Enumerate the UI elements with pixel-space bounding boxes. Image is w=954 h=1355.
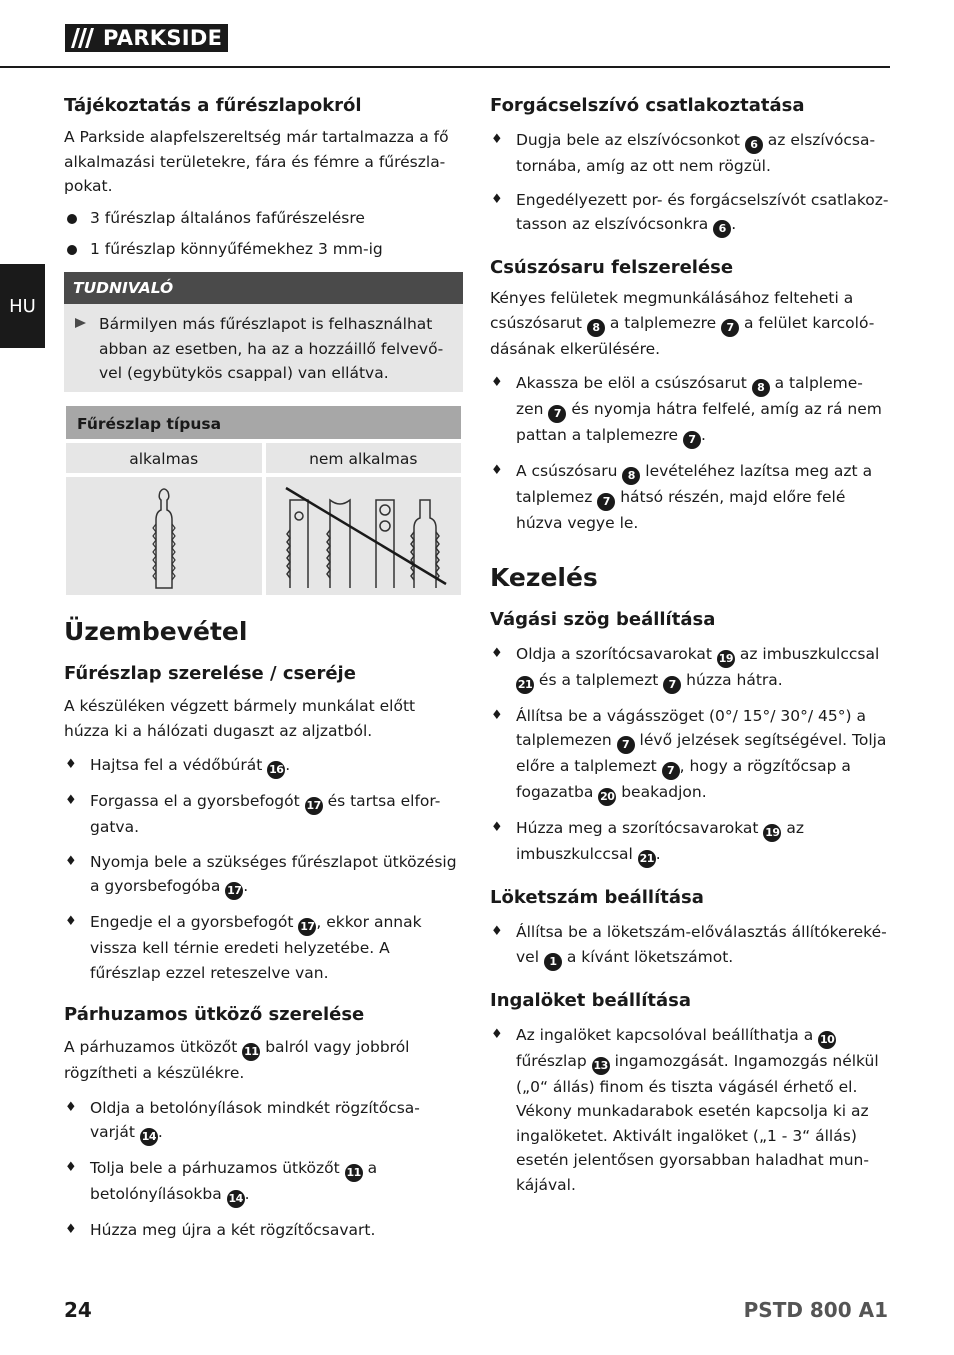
note-box: [64, 272, 463, 392]
callout-number: 7: [548, 405, 566, 423]
callout-number: 11: [242, 1043, 260, 1061]
callout-number: 14: [227, 1190, 245, 1208]
list-item: ♦ Oldja a szorítócsavarokat 19 az imbuszkulccsal 21 és a talplemezt 7 húzza hátra.: [490, 642, 890, 694]
callout-number: 19: [717, 650, 735, 668]
callout-number: 17: [305, 797, 323, 815]
callout-number: 17: [298, 918, 316, 936]
shoe-title: Csúszósaru felszerelése: [490, 257, 734, 278]
diamond-bullet-icon: ♦: [65, 1160, 77, 1175]
diamond-bullet-icon: ♦: [491, 1026, 503, 1042]
diamond-bullet-icon: ♦: [491, 707, 503, 723]
list-item: ♦ Akassza be elöl a csúszósarut 8 a talpleme-zen 7 és nyomja hátra felfelé, amíg az rá nem pattan a talplemezre 7 .: [490, 371, 890, 449]
unsuitable-blades-icon: [268, 480, 458, 592]
diamond-bullet-icon: ♦: [65, 1222, 77, 1237]
list-item: ♦ Dugja bele az elszívócsonkot 6 az elszívócsa-tornába, amíg az ott nem rögzül.: [490, 128, 890, 179]
left-column-bottom: [64, 616, 464, 1243]
angle-title: Vágási szög beállítása: [490, 608, 716, 630]
callout-number: 19: [763, 824, 781, 842]
note-text: Bármilyen más fűrészlapot is felhasználhat abban az esetben, ha az a hozzáillő felvevő-vel (egybütykös csappal) van ellátva.: [99, 315, 444, 382]
diamond-bullet-icon: ♦: [491, 191, 503, 207]
diamond-bullet-icon: ♦: [65, 1099, 77, 1115]
callout-number: 14: [140, 1128, 158, 1146]
suitable-blade-image: [64, 475, 264, 597]
info-text: A Parkside alapfelszereltség már tartalmazza a fő alkalmazási területekre, fára és fémre a fűrészla-pokat.: [64, 128, 449, 195]
bullet-dot-icon: [67, 245, 77, 255]
note-body: [64, 304, 463, 392]
diamond-bullet-icon: ♦: [65, 793, 77, 808]
model-name: PSTD 800 A1: [743, 1298, 888, 1322]
right-column: [490, 94, 890, 1197]
language-tab: HU: [0, 264, 45, 348]
callout-number: 7: [663, 676, 681, 694]
header-rule: [0, 66, 890, 68]
callout-number: 16: [267, 761, 285, 779]
arrow-right-icon: [75, 318, 86, 328]
stroke-title: Löketszám beállítása: [490, 887, 704, 908]
parallel-text: A párhuzamos ütközőt 11 balról vagy jobbról rögzítheti a készülékre.: [64, 1038, 410, 1082]
callout-number: 6: [713, 220, 731, 238]
list-item: ♦ Tolja bele a párhuzamos ütközőt 11 a betolónyílásokba 14 .: [64, 1156, 464, 1208]
callout-number: 1: [544, 953, 562, 971]
blade-text: A készüléken végzett bármely munkálat előtt húzza ki a hálózati dugaszt az aljzatból.: [64, 697, 416, 740]
left-column-top: [64, 94, 464, 262]
diamond-bullet-icon: ♦: [491, 132, 503, 147]
diamond-bullet-icon: ♦: [491, 924, 503, 939]
diamond-bullet-icon: ♦: [65, 914, 77, 929]
list-item: ♦ Forgassa el a gyorsbefogót 17 és tartsa elfor-gatva.: [64, 789, 464, 840]
dust-title: Forgácselszívó csatlakoztatása: [490, 95, 805, 116]
callout-number: 6: [745, 136, 763, 154]
list-item: ♦ Engedélyezett por- és forgácselszívót csatlakoz-tasson az elszívócsonkra 6 .: [490, 188, 890, 239]
callout-number: 7: [617, 736, 635, 754]
section-title-kezeles: Kezelés: [490, 562, 598, 592]
callout-number: 7: [683, 431, 701, 449]
page-number: 24: [64, 1298, 92, 1322]
info-title: Tájékoztatás a fűrészlapokról: [64, 95, 362, 116]
callout-number: 8: [752, 379, 770, 397]
parallel-title: Párhuzamos ütköző szerelése: [64, 1004, 365, 1025]
list-item: 1 fűrészlap könnyűfémekhez 3 mm-ig: [64, 237, 464, 262]
list-item: ♦ Húzza meg újra a két rögzítőcsavart.: [64, 1218, 464, 1243]
callout-number: 21: [638, 850, 656, 868]
bullet-dot-icon: [67, 214, 77, 224]
list-item: ♦ Engedje el a gyorsbefogót 17 , ekkor annak vissza kell térnie eredeti helyzetébe. A fűrészlap ezzel reteszelve van.: [64, 910, 464, 985]
callout-number: 21: [516, 676, 534, 694]
list-item: ♦ Oldja a betolónyílások mindkét rögzítőcsa-varját 14 .: [64, 1096, 464, 1147]
shoe-text: Kényes felületek megmunkálásához felteheti a csúszósarut 8 a talplemezre 7 a felület karcoló-dásának elkerülésére.: [490, 289, 875, 358]
callout-number: 7: [597, 493, 615, 511]
note-title: TUDNIVALÓ: [64, 272, 463, 304]
callout-number: 8: [587, 319, 605, 337]
blade-title: Fűrészlap szerelése / cseréje: [64, 663, 356, 684]
callout-number: 20: [598, 788, 616, 806]
brand-name: PARKSIDE: [103, 26, 223, 50]
callout-number: 10: [818, 1031, 836, 1049]
callout-number: 17: [225, 882, 243, 900]
list-item: 3 fűrészlap általános fafűrészelésre: [64, 206, 464, 231]
diamond-bullet-icon: ♦: [65, 757, 77, 772]
parkside-logo: [65, 24, 228, 52]
suitable-blade-icon: [134, 480, 194, 592]
callout-number: 11: [345, 1164, 363, 1182]
list-item: ♦ Állítsa be a vágásszöget (0°/ 15°/ 30°/ 45°) a talplemezen 7 lévő jelzések segítségével. Tolja előre a talplemezt 7 , hogy a rögzítőcsap a fogazatba 20 beakadjon.: [490, 704, 890, 807]
callout-number: 13: [592, 1057, 610, 1075]
diamond-bullet-icon: ♦: [491, 820, 503, 835]
list-item: ♦ A csúszósaru 8 levételéhez lazítsa meg azt a talplemez 7 hátsó részén, majd előre felé húzva vegye le.: [490, 459, 890, 536]
callout-number: 8: [622, 467, 640, 485]
section-title-uzembevetel: Üzembevétel: [64, 617, 248, 646]
table-header-unsuitable: nem alkalmas: [264, 441, 464, 475]
list-item: ♦ Az ingalöket kapcsolóval beállíthatja a 10 fűrészlap 13 ingamozgását. Ingamozgás nélkül („0“ állás) finom és tiszta vágásél érhető el. Vékony munkadarabok esetén kapcsolja ki az ingalöketet. Aktivált ingalöket („1 - 3“ állás) esetén jelentősen gyorsabban haladhat mun-kájával.: [490, 1023, 890, 1198]
unsuitable-blades-image: [264, 475, 464, 597]
list-item: ♦ Hajtsa fel a védőbúrát 16 .: [64, 753, 464, 779]
table-title: Fűrészlap típusa: [64, 404, 463, 441]
diamond-bullet-icon: ♦: [491, 375, 503, 390]
blade-type-table: [64, 404, 463, 597]
pendulum-title: Ingalöket beállítása: [490, 989, 692, 1011]
table-header-suitable: alkalmas: [64, 441, 264, 475]
diamond-bullet-icon: ♦: [65, 853, 77, 869]
logo-slashes-icon: [65, 24, 101, 52]
callout-number: 7: [662, 762, 680, 780]
diamond-bullet-icon: ♦: [491, 645, 503, 661]
list-item: ♦ Húzza meg a szorítócsavarokat 19 az imbuszkulccsal 21 .: [490, 816, 890, 868]
diamond-bullet-icon: ♦: [491, 463, 503, 478]
list-item: ♦ Állítsa be a löketszám-előválasztás állítókereké-vel 1 a kívánt löketszámot.: [490, 920, 890, 971]
list-item: ♦ Nyomja bele a szükséges fűrészlapot ütközésig a gyorsbefogóba 17 .: [64, 850, 464, 901]
callout-number: 7: [721, 319, 739, 337]
